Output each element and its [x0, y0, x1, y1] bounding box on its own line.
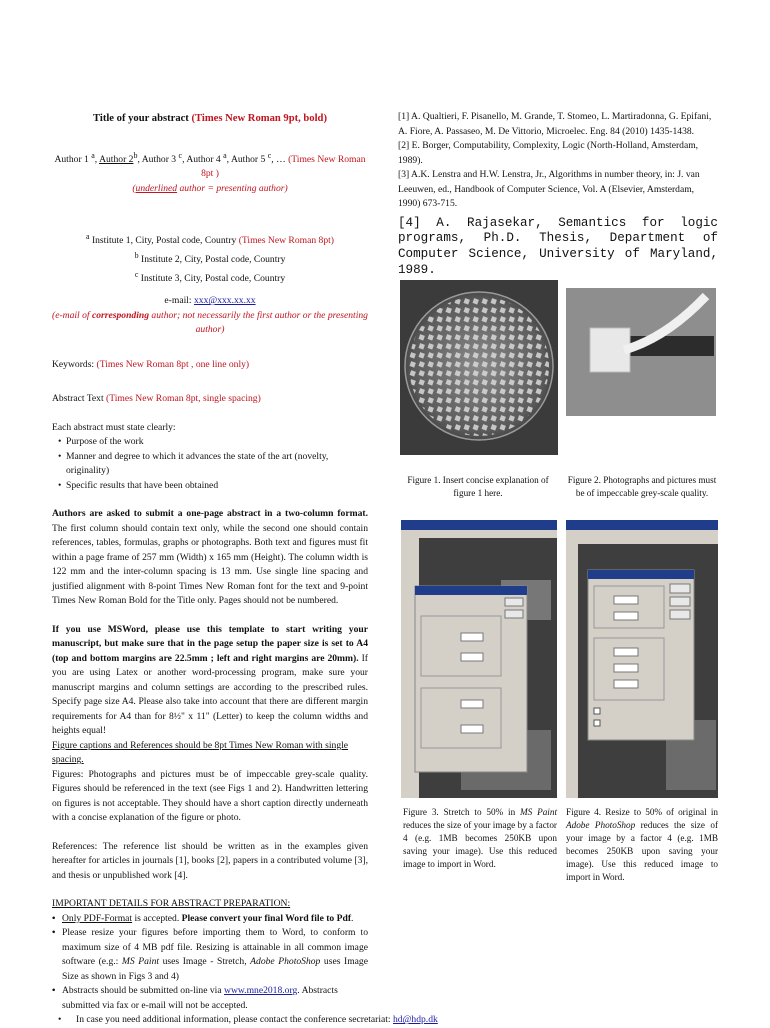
figure-2-image: [566, 288, 716, 416]
figure-2-caption: Figure 2. Photographs and pictures must be of impeccable grey-scale quality.: [567, 475, 717, 498]
important-heading: IMPORTANT DETAILS FOR ABSTRACT PREPARATION:: [52, 898, 291, 910]
keywords-line: Keywords: (Times New Roman 8pt , one line only): [52, 358, 250, 370]
figure-1-caption: Figure 1. Insert concise explanation of figure 1 here.: [407, 475, 549, 498]
references-paragraph: References: The reference list should be written as in the examples given hereafter for articles in journals [1], books [2], papers in a contributed volume [3], and thesis or unpublished work [4].: [52, 840, 368, 881]
email-line: e-mail: xxx@xxx.xx.xx: [164, 295, 256, 307]
must-state-intro: Each abstract must state clearly:: [52, 421, 176, 433]
institute-3: $^c$ Institute 3, City, Postal code, Country: [134, 269, 286, 284]
institute-1: $^a$ Institute 1, City, Postal code, Country (Times New Roman 8pt): [85, 232, 335, 247]
right-column: [398, 110, 718, 279]
left-column: [52, 110, 438, 1028]
list-item: • Purpose of the work: [58, 435, 368, 450]
presenting-author: Author 2: [99, 153, 134, 165]
contact-line: • In case you need additional information, please contact the conference secretariat: hd@hdp.dk: [58, 1014, 438, 1026]
figure-4-image: [566, 520, 718, 798]
figure-4-caption: Figure 4. Resize to 50% of original in Adobe PhotoShop reduces the size of your image by a factor 4 (e.g. 1MB becomes 250KB upon saving your image). Use this reduced image to import in Word.: [566, 807, 719, 882]
figure-3-caption: Figure 3. Stretch to 50% in MS Paint reduces the size of your image by a factor 4 (e.g. 1MB becomes 250KB upon saving your image). Use this reduced image to import in Word.: [403, 807, 557, 869]
must-state-list: [52, 435, 368, 493]
figures-paragraph: Figures: Photographs and pictures must be of impeccable grey-scale quality. Figures should be referenced in the text (see Figs 1 and 2). Handwritten lettering on figures is not acceptable. They should have a short caption directly underneath with a concise explanation of the figure or photo.: [52, 768, 368, 824]
email-link[interactable]: xxx@xxx.xx.xx: [193, 295, 256, 307]
authors-line: Author 1 $^a$, Author 2$^b$, Author 3 $^c$, Author 4 $^a$, Author 5 $^c$, … (Times New Roman 8pt ): [54, 150, 366, 180]
list-item: • Specific results that have been obtained: [58, 479, 368, 494]
secretariat-email-link[interactable]: hd@hdp.dk: [392, 1014, 438, 1026]
important-list: [52, 912, 368, 1014]
paragraph-msword: If you use MSWord, please use this template to start writing your manuscript, but make sure that in the page setup the paper size is set to A4 (top and bottom margins are 22.5mm ; left and right margins are 20mm). If you are using Latex or another word-processing program, make sure your manuscript margins and column settings are according to the prescribed rules. Specify page size A4. Please also take into account that there are different margin requirements for A4 than for 8½" x 11" (Letter) to keep the column widths and heights equal!: [52, 623, 368, 737]
conference-link[interactable]: www.mne2018.org: [224, 985, 298, 997]
abstract-title: [52, 112, 368, 127]
list-item: • Only PDF-Format is accepted. Please convert your final Word file to Pdf.: [52, 912, 368, 927]
captions-rule: Figure captions and References should be 8pt Times New Roman with single spacing.: [52, 739, 349, 766]
title-text: Title of your abstract: [93, 113, 189, 124]
institute-2: $^b$ Institute 2, City, Postal code, Country: [134, 250, 286, 266]
list-item: • Please resize your figures before importing them to Word, to conform to maximum size of 4 MB pdf file. Resizing is attainable in all common image software (e.g.: MS Paint uses Image - Stretch, Adobe PhotoShop uses Image Size as shown in Figs 3 and 4): [52, 926, 368, 984]
email-note: (e-mail of corresponding author; not necessarily the first author or the presenting author): [52, 309, 368, 336]
abstract-text-label: Abstract Text (Times New Roman 8pt, single spacing): [52, 393, 261, 405]
reference-4: [4] A. Rajasekar, Semantics for logic programs, Ph.D. Thesis, Department of Computer Science, University of Maryland, 1989.: [398, 215, 718, 277]
figure-1-image: [400, 280, 558, 455]
list-item: • Abstracts should be submitted on-line via www.mne2018.org. Abstracts submitted via fax or e-mail will not be accepted.: [52, 984, 368, 1013]
presenting-note: (underlined author = presenting author): [132, 182, 288, 194]
title-style-note: (Times New Roman 9pt, bold): [191, 113, 327, 124]
figure-3-image: [401, 520, 557, 798]
paragraph-format: Authors are asked to submit a one-page abstract in a two-column format. The first column should contain text only, while the second one should contain references, tables, formulas, graphs or photographs. Both text and figures must fit within a page frame of 257 mm (Width) x 165 mm (Height). The column width is 122 mm and the inter-column spacing is 13 mm. Use single line spacing and justified alignment with 8-point Times New Roman font for the text and 9-point Times New Roman Bold for the Title only. Pages should not be numbered.: [52, 508, 368, 607]
reference-1: [1] A. Qualtieri, F. Pisanello, M. Grande, T. Stomeo, L. Martiradonna, G. Epifani, A. Fiore, A. Passaseo, M. De Vittorio, Microelec. Eng. 84 (2010) 1435-1438.: [398, 111, 712, 137]
list-item: • Manner and degree to which it advances the state of the art (novelty, originality): [58, 450, 368, 479]
reference-3: [3] A.K. Lenstra and H.W. Lenstra, Jr., Algorithms in number theory, in: J. van Leeuwen, ed., Handbook of Computer Science, Vol. A (Elsevier, Amsterdam, 1990) 673-715.: [398, 169, 700, 209]
reference-2: [2] E. Borger, Computability, Complexity, Logic (North-Holland, Amsterdam, 1989).: [398, 140, 699, 166]
